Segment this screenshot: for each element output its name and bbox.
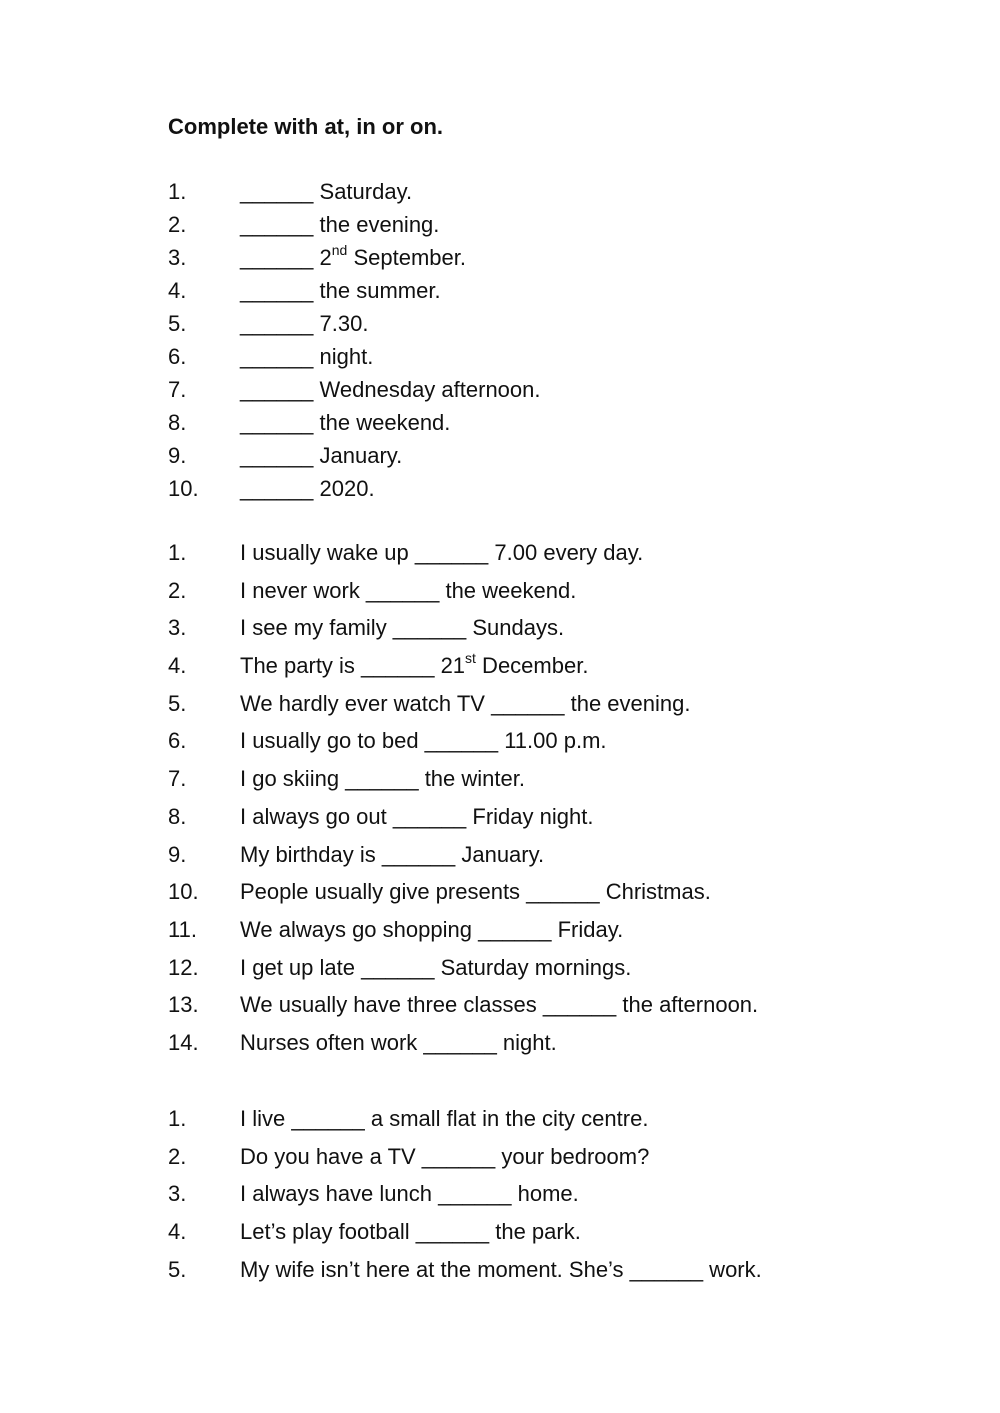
item-number: 2. xyxy=(168,1143,187,1169)
item-text-continued: September. xyxy=(347,245,466,270)
item-text: ______ the weekend. xyxy=(240,410,451,435)
item-sentence xyxy=(240,373,541,406)
item-number: 1. xyxy=(168,179,187,204)
item-sentence xyxy=(240,986,758,1024)
item-number: 4. xyxy=(168,653,187,679)
exercise-item xyxy=(168,911,948,949)
item-text: ______ the summer. xyxy=(240,278,441,303)
item-text: My wife isn’t here at the moment. She’s ______ work. xyxy=(240,1256,762,1282)
item-sentence xyxy=(240,307,368,340)
item-sentence xyxy=(240,1213,581,1251)
item-sentence xyxy=(240,949,631,987)
exercise-item xyxy=(168,534,948,572)
item-number: 10. xyxy=(168,476,199,501)
exercise-item xyxy=(168,1251,948,1289)
exercise-item xyxy=(168,836,948,874)
item-sentence xyxy=(240,873,711,911)
item-text: I always have lunch ______ home. xyxy=(240,1181,579,1207)
item-number: 1. xyxy=(168,540,187,565)
item-text: ______ 2 xyxy=(240,245,332,270)
item-number: 5. xyxy=(168,311,187,336)
exercise-item xyxy=(168,439,948,472)
exercise-item xyxy=(168,647,948,685)
item-sentence xyxy=(240,340,373,373)
exercise-item xyxy=(168,572,948,610)
exercise-item xyxy=(168,760,948,798)
exercise-item xyxy=(168,373,948,406)
item-number: 4. xyxy=(168,1219,187,1245)
exercise-section-3 xyxy=(168,1100,948,1288)
item-sentence xyxy=(240,609,564,647)
item-text: I never work ______ the weekend. xyxy=(240,577,577,603)
exercise-item xyxy=(168,1138,948,1176)
item-sentence xyxy=(240,1100,648,1138)
item-sentence xyxy=(240,241,466,274)
exercise-item xyxy=(168,472,948,505)
item-number: 1. xyxy=(168,1106,187,1131)
exercise-item xyxy=(168,986,948,1024)
item-sentence xyxy=(240,208,439,241)
item-sentence xyxy=(240,274,441,307)
item-text: My birthday is ______ January. xyxy=(240,841,545,867)
item-text: I go skiing ______ the winter. xyxy=(240,766,525,792)
exercise-item xyxy=(168,175,948,208)
exercise-item xyxy=(168,722,948,760)
exercise-section-1 xyxy=(168,175,948,505)
item-sentence xyxy=(240,406,450,439)
item-text: We hardly ever watch TV ______ the evening. xyxy=(240,690,691,716)
item-text: Let’s play football ______ the park. xyxy=(240,1219,581,1245)
item-text: I see my family ______ Sundays. xyxy=(240,615,565,641)
item-text: Do you have a TV ______ your bedroom? xyxy=(240,1143,650,1169)
item-sentence xyxy=(240,722,607,760)
item-text: ______ January. xyxy=(240,443,403,468)
item-sentence xyxy=(240,647,588,685)
item-sentence xyxy=(240,175,412,208)
item-number: 5. xyxy=(168,1256,187,1282)
item-sentence xyxy=(240,911,623,949)
item-number: 4. xyxy=(168,278,187,303)
item-text: I usually wake up ______ 7.00 every day. xyxy=(240,540,644,565)
item-number: 7. xyxy=(168,377,187,402)
item-text: ______ the evening. xyxy=(240,212,440,237)
ordinal-suffix: nd xyxy=(331,241,348,258)
exercise-item xyxy=(168,340,948,373)
ordinal-suffix: st xyxy=(465,649,476,666)
item-text: People usually give presents ______ Christmas. xyxy=(240,879,711,905)
exercise-item xyxy=(168,609,948,647)
item-sentence xyxy=(240,472,375,505)
item-number: 5. xyxy=(168,690,187,716)
item-number: 9. xyxy=(168,841,187,867)
item-sentence xyxy=(240,760,525,798)
item-text: ______ Wednesday afternoon. xyxy=(240,377,541,402)
item-sentence xyxy=(240,1175,579,1213)
item-number: 11. xyxy=(168,916,197,942)
item-number: 9. xyxy=(168,443,187,468)
item-number: 2. xyxy=(168,212,187,237)
item-text: Nurses often work ______ night. xyxy=(240,1029,557,1055)
item-number: 6. xyxy=(168,344,187,369)
item-sentence xyxy=(240,572,576,610)
item-number: 2. xyxy=(168,577,187,603)
exercise-item xyxy=(168,1213,948,1251)
exercise-item xyxy=(168,1175,948,1213)
item-number: 8. xyxy=(168,803,187,829)
item-text: ______ 7.30. xyxy=(240,311,369,336)
item-sentence xyxy=(240,685,690,723)
item-text: ______ 2020. xyxy=(240,476,375,501)
worksheet-title: Complete with at, in or on. xyxy=(168,114,443,139)
item-number: 7. xyxy=(168,766,187,792)
item-sentence xyxy=(240,798,593,836)
item-number: 3. xyxy=(168,245,187,270)
item-number: 10. xyxy=(168,879,199,905)
exercise-item xyxy=(168,307,948,340)
item-number: 3. xyxy=(168,1181,187,1207)
exercise-section-2 xyxy=(168,534,948,1062)
item-sentence xyxy=(240,439,402,472)
item-number: 12. xyxy=(168,954,199,980)
exercise-item xyxy=(168,274,948,307)
item-text: I live ______ a small flat in the city centre. xyxy=(240,1106,649,1131)
exercise-item xyxy=(168,685,948,723)
item-sentence xyxy=(240,1251,762,1289)
item-text: ______ night. xyxy=(240,344,374,369)
item-text: I usually go to bed ______ 11.00 p.m. xyxy=(240,728,607,754)
exercise-item xyxy=(168,798,948,836)
item-text: The party is ______ 21 xyxy=(240,653,466,679)
item-text: I get up late ______ Saturday mornings. xyxy=(240,954,632,980)
item-sentence xyxy=(240,1138,649,1176)
item-number: 6. xyxy=(168,728,187,754)
item-text-continued: December. xyxy=(475,653,589,679)
exercise-item xyxy=(168,949,948,987)
item-sentence xyxy=(240,534,643,572)
item-text: We usually have three classes ______ the afternoon. xyxy=(240,992,759,1018)
item-text: I always go out ______ Friday night. xyxy=(240,803,594,829)
exercise-item xyxy=(168,208,948,241)
exercise-item xyxy=(168,873,948,911)
item-sentence xyxy=(240,836,544,874)
item-sentence xyxy=(240,1024,557,1062)
exercise-item xyxy=(168,1024,948,1062)
item-number: 3. xyxy=(168,615,187,641)
exercise-item xyxy=(168,1100,948,1138)
exercise-item xyxy=(168,241,948,274)
item-number: 14. xyxy=(168,1029,199,1055)
item-text: ______ Saturday. xyxy=(240,179,413,204)
item-number: 8. xyxy=(168,410,187,435)
item-text: We always go shopping ______ Friday. xyxy=(240,916,624,942)
exercise-item xyxy=(168,406,948,439)
item-number: 13. xyxy=(168,992,199,1018)
